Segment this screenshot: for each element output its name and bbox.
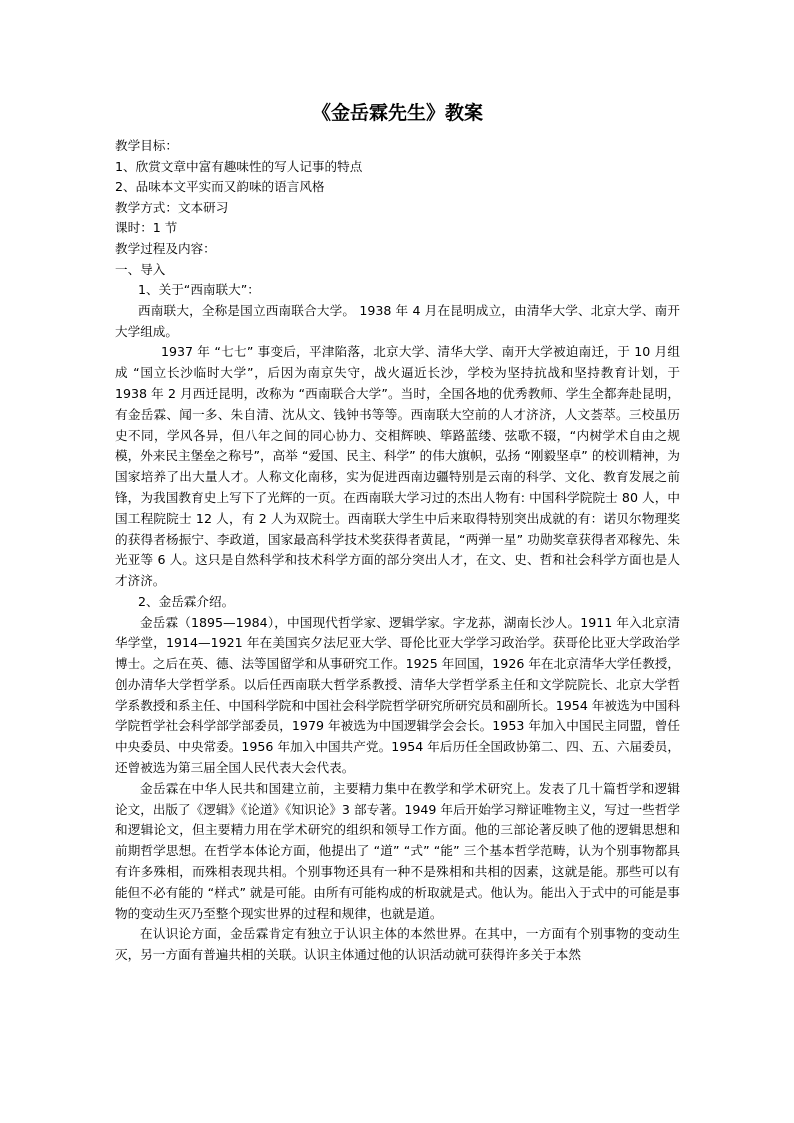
paragraph-southwest-history: 1937 年 “七七” 事变后，平津陷落，北京大学、清华大学、南开大学被迫南迁，于 10 月组成 “国立长沙临时大学”，后因为南京失守，战火逼近长沙，学校为坚持抗战和坚持教育计划，于 1938 年 2 月西迁昆明，改称为 “西南联合大学”。当时，全国各地的优秀教师、学生全都奔赴昆明，有金岳霖、闻一多、朱自清、沈从文、钱钟书等等。西南联大空前的人才济济，人文荟萃。三校虽历史不同，学风各异，但八年之间的同心协力、交相辉映、筚路蓝缕、弦歌不辍，“内树学术自由之规模，外来民主堡垒之称号”，高举 “爱国、民主、科学” 的伟大旗帜，弘扬 “刚毅坚卓” 的校训精神，为国家培养了出大量人才。人称文化南移，实为促进西南边疆特别是云南的科学、文化、教育发展之前锋，为我国教育史上写下了光辉的一页。在西南联大学习过的杰出人物有: 中国科学院院士 80 人，中国工程院院士 12 人，有 2 人为双院士。西南联大学生中后来取得特别突出成就的有：诺贝尔物理奖的获得者杨振宁、李政道，国家最高科学技术奖获得者黄昆，“两弹一星” 功勋奖章获得者邓稼先、朱光亚等 6 人。这只是自然科学和技术科学方面的部分突出人才，在文、史、哲和社会科学方面也是人才济济。 bbox=[115, 344, 680, 589]
teaching-method: 教学方式：文本研习 bbox=[115, 199, 229, 215]
document-title: 《金岳霖先生》教案 bbox=[311, 102, 483, 124]
document-page bbox=[115, 100, 680, 966]
objective-item-2: 2、品味本文平实而又韵味的语言风格 bbox=[115, 179, 325, 195]
paragraph-jin-philosophy: 金岳霖在中华人民共和国建立前，主要精力集中在教学和学术研究上。发表了几十篇哲学和逻辑论文，出版了《逻辑》《论道》《知识论》3 部专著。1949 年后开始学习辩证唯物主义，写过一些哲学和逻辑论文，但主要精力用在学术研究的组织和领导工作方面。他的三部论著反映了他的逻辑思想和前期哲学思想。在哲学本体论方面，他提出了 “道” “式” “能” 三个基本哲学范畴，认为个别事物都具有许多殊相，而殊相表现共相。个别事物还具有一种不是殊相和共相的因素，这就是能。那些可以有能但不必有能的 “样式” 就是可能。由所有可能构成的析取就是式。他认为。能出入于式中的可能是事物的变动生灭乃至整个现实世界的过程和规律，也就是道。 bbox=[115, 780, 680, 921]
process-label: 教学过程及内容： bbox=[115, 240, 216, 256]
paragraph-jin-epistemology: 在认识论方面，金岳霖肯定有独立于认识主体的本然世界。在其中，一方面有个别事物的变动生灭，另一方面有普遍共相的关联。认识主体通过他的认识活动就可获得许多关于本然 bbox=[115, 926, 680, 963]
class-hours: 课时：1 节 bbox=[115, 220, 178, 236]
section-heading-intro: 一、导入 bbox=[115, 261, 166, 277]
paragraph-southwest-overview: 西南联大，全称是国立西南联合大学。 1938 年 4 月在昆明成立，由清华大学、北京大学、南开大学组成。 bbox=[115, 302, 680, 339]
objectives-label: 教学目标： bbox=[115, 138, 178, 153]
subheading-jin-yuelin: 2、金岳霖介绍。 bbox=[138, 593, 235, 609]
paragraph-jin-biography: 金岳霖（1895—1984），中国现代哲学家、逻辑学家。字龙荪，湖南长沙人。1911 年入北京清华学堂，1914—1921 年在美国宾夕法尼亚大学、哥伦比亚大学学习政治学。获哥伦比亚大学政治学博士。之后在英、德、法等国留学和从事研究工作。1925 年回国，1926 年在北京清华大学任教授，创办清华大学哲学系。以后任西南联大哲学系教授、清华大学哲学系主任和文学院院长、北京大学哲学系教授和系主任、中国科学院和中国社会科学院哲学研究所研究员和副所长。1954 年被选为中国科学院哲学社会科学部学部委员，1979 年被选为中国逻辑学会会长。1953 年加入中国民主同盟，曾任中央委员、中央常委。1956 年加入中国共产党。1954 年后历任全国政协第二、四、五、六届委员，还曾被选为第三届全国人民代表大会代表。 bbox=[115, 614, 680, 776]
subheading-southwest-university: 1、关于“西南联大”： bbox=[138, 282, 260, 298]
objective-item-1: 1、欣赏文章中富有趣味性的写人记事的特点 bbox=[115, 158, 363, 174]
